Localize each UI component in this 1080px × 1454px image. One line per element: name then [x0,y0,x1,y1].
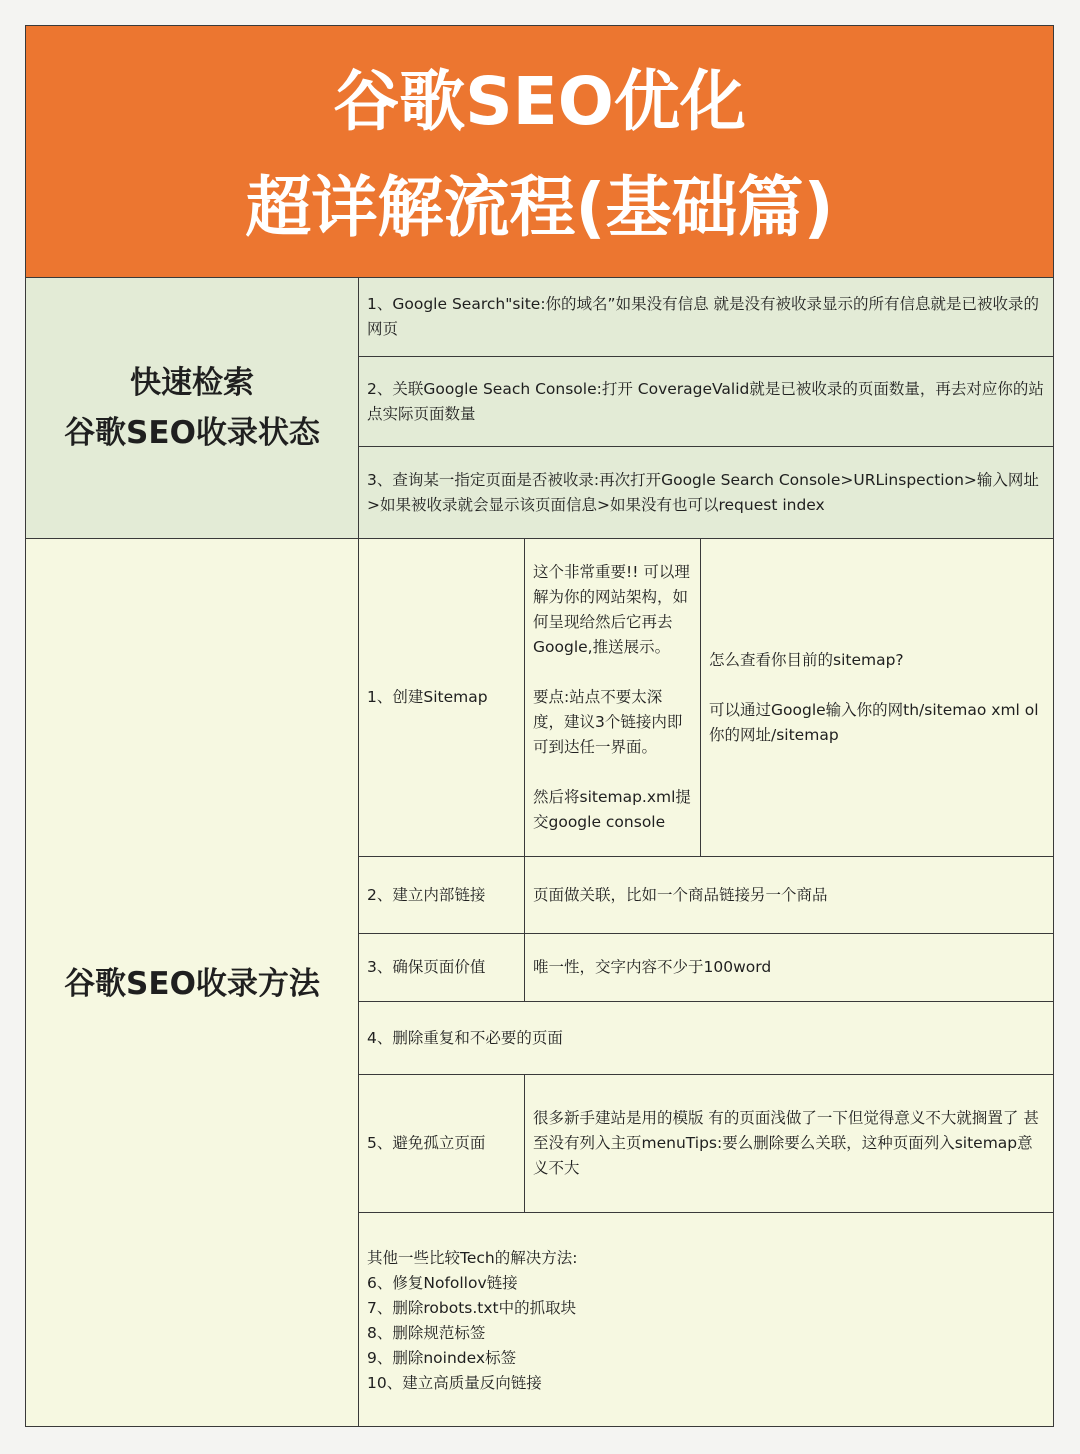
section1-row-2: 2、关联Google Seach Console:打开 CoverageValid就是已被收录的页面数量，再去对应你的站点实际页面数量 [359,357,1054,447]
section1-label-line1: 快速检索 [129,365,254,401]
section1-row-1: 1、Google Search"site:你的域名”如果没有信息 就是没有被收录显示的所有信息就是已被收录的网页 [359,278,1054,357]
item1-description: 这个非常重要!! 可以理解为你的网站架构，如何呈现给然后它再去Google,推送展示。 要点:站点不要太深度，建议3个链接内即可到达任一界面。 然后将sitemap.xml提交google console [525,539,701,857]
item2-description: 页面做关联，比如一个商品链接另一个商品 [525,857,1054,934]
item3-title: 3、确保页面价值 [359,934,525,1002]
section1-label [26,278,359,539]
list-item: 8、删除规范标签 [367,1323,486,1342]
list-item: 10、建立高质量反向链接 [367,1373,542,1392]
list-item: 9、删除noindex标签 [367,1348,517,1367]
section1-row-3: 3、查询某一指定页面是否被收录:再次打开Google Search Console>URLinspection>输入网址>如果被收录就会显示该页面信息>如果没有也可以request index [359,447,1054,539]
item5-title: 5、避免孤立页面 [359,1075,525,1213]
item5-description: 很多新手建站是用的模版 有的页面浅做了一下但觉得意义不大就搁置了 甚至没有列入主页menuTips:要么删除要么关联，这种页面列入sitemap意义不大 [525,1075,1054,1213]
infographic-sheet [25,25,1054,1427]
title-line-1: 谷歌SEO优化 [333,63,746,140]
item1-title: 1、创建Sitemap [359,539,525,857]
item2-title: 2、建立内部链接 [359,857,525,934]
item3-description: 唯一性，交字内容不少于100word [525,934,1054,1002]
title-line-2: 超详解流程(基础篇) [245,169,834,246]
list-item: 6、修复Nofollov链接 [367,1273,518,1292]
item1-sitemap-tip: 怎么查看你目前的sitemap? 可以通过Google输入你的网th/sitemao xml ol你的网址/sitemap [701,539,1054,857]
title-header [26,26,1053,278]
other-methods-heading: 其他一些比较Tech的解决方法: [367,1248,578,1267]
section1-label-line2: 谷歌SEO收录状态 [64,415,320,451]
section2-label-text: 谷歌SEO收录方法 [64,965,320,1002]
other-methods [359,1213,1054,1427]
section2-label [26,539,359,1427]
list-item: 7、删除robots.txt中的抓取块 [367,1298,577,1317]
item4-title: 4、删除重复和不必要的页面 [359,1002,1054,1075]
